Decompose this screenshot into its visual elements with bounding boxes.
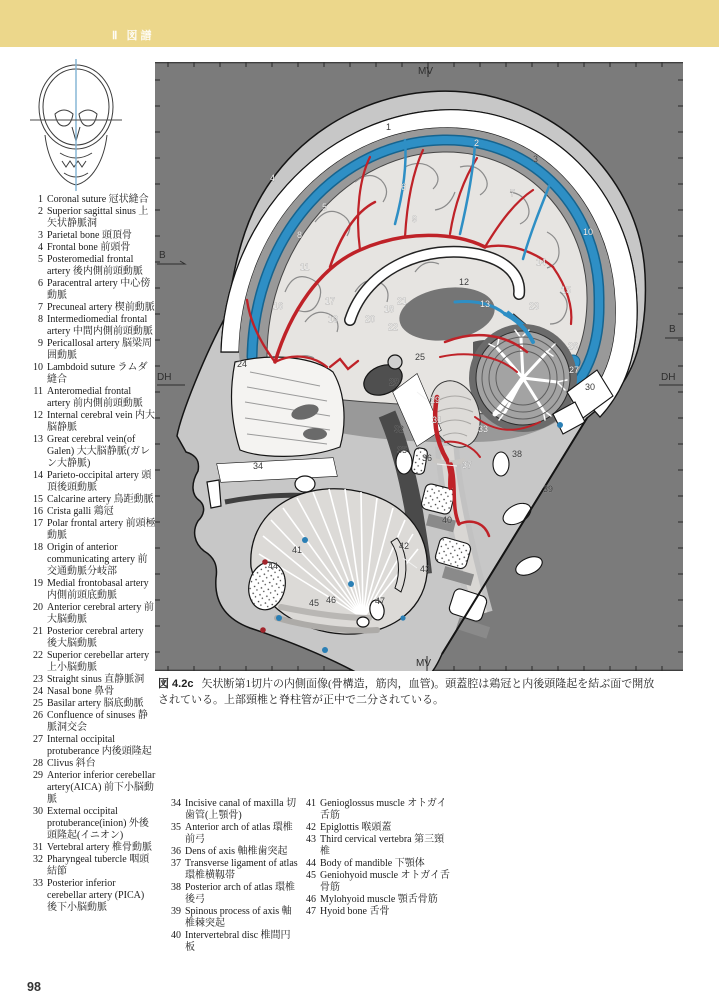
figure-marker-4: 4 [270, 173, 276, 183]
legend-item-text: Epiglottis 喉頭蓋 [320, 822, 392, 833]
legend-item-text: Lambdoid suture ラムダ縫合 [47, 362, 148, 385]
figure-marker-39: 39 [543, 484, 554, 494]
figure-marker-7: 7 [510, 188, 516, 198]
dh-left-label: DH [157, 372, 172, 383]
legend-item-number: 14 [33, 470, 43, 481]
legend-item-46 [299, 894, 454, 906]
legend-column-2 [164, 798, 300, 954]
legend-item-number: 13 [33, 434, 43, 445]
legend-item-15 [26, 494, 156, 506]
legend-item-number: 21 [33, 626, 43, 637]
figure-marker-16: 16 [273, 301, 284, 311]
legend-column-3 [299, 798, 454, 918]
legend-item-text: Medial frontobasal artery 内側前頭底動脈 [47, 578, 149, 601]
legend-item-text: Geniohyoid muscle オトガイ舌骨筋 [320, 870, 450, 893]
legend-item-1 [26, 194, 156, 206]
figure-marker-24: 24 [237, 359, 248, 369]
legend-item-32 [26, 854, 156, 878]
legend-item-41 [299, 798, 454, 822]
legend-item-text: Third cervical vertebra 第三頸椎 [320, 834, 445, 857]
figure-marker-29: 29 [430, 395, 441, 405]
legend-item-text: Dens of axis 軸椎歯突起 [185, 846, 288, 857]
legend-item-text: Polar frontal artery 前頭極動脈 [47, 518, 156, 541]
figure-marker-25: 25 [415, 352, 426, 362]
legend-item-number: 8 [38, 314, 43, 325]
figure-marker-34: 34 [253, 461, 264, 471]
figure-marker-26: 26 [568, 341, 579, 351]
legend-item-3 [26, 230, 156, 242]
figure-marker-40: 40 [442, 515, 453, 525]
legend-item-number: 7 [38, 302, 43, 313]
legend-item-text: Parietal bone 頭頂骨 [47, 230, 132, 241]
mv-bottom-label: MV [416, 658, 431, 669]
legend-item-number: 20 [33, 602, 43, 613]
legend-item-7 [26, 302, 156, 314]
legend-item-text: Anteromedial frontal artery 前内側前頭動脈 [47, 386, 143, 409]
legend-item-20 [26, 602, 156, 626]
legend-item-text: Crista galli 鶏冠 [47, 506, 114, 517]
legend-item-number: 3 [38, 230, 43, 241]
legend-item-8 [26, 314, 156, 338]
figure-marker-32: 32 [394, 424, 405, 434]
figure-marker-11: 11 [300, 262, 310, 272]
figure-marker-44: 44 [268, 561, 279, 571]
figure-marker-14: 14 [536, 257, 547, 267]
legend-item-text: Transverse ligament of atlas 環椎横靱帯 [185, 858, 298, 881]
legend-item-number: 18 [33, 542, 43, 553]
figure-marker-28: 28 [389, 377, 400, 387]
legend-item-text: Precuneal artery 楔前動脈 [47, 302, 155, 313]
legend-item-number: 47 [306, 906, 316, 917]
figure-marker-19: 19 [328, 314, 339, 324]
legend-item-17 [26, 518, 156, 542]
legend-item-number: 11 [33, 386, 43, 397]
legend-item-number: 9 [38, 338, 43, 349]
figure-marker-5: 5 [322, 202, 328, 212]
figure-marker-2: 2 [474, 138, 480, 148]
legend-item-text: Body of mandible 下顎体 [320, 858, 425, 869]
figure-marker-6: 6 [401, 182, 407, 192]
legend-item-number: 43 [306, 834, 316, 845]
figure-marker-13: 13 [480, 299, 491, 309]
figure-marker-43: 43 [420, 564, 431, 574]
legend-item-47 [299, 906, 454, 918]
legend-item-text: Mylohyoid muscle 顎舌骨筋 [320, 894, 438, 905]
legend-item-text: Coronal suture 冠状縫合 [47, 194, 149, 205]
legend-item-12 [26, 410, 156, 434]
b-right-label: B [669, 324, 676, 335]
chapter-header-bar [0, 0, 719, 47]
figure-caption [158, 676, 663, 708]
legend-item-24 [26, 686, 156, 698]
figure-marker-30: 30 [585, 382, 596, 392]
figure-caption-text: 矢状断第1切片の内側面像(骨構造，筋肉，血管)。頭蓋腔は鶏冠と内後頭隆起を結ぶ面で開放されている。上部頸椎と脊柱管が正中で二分されている。 [158, 678, 655, 706]
legend-item-text: Parieto-occipital artery 頭頂後頭動脈 [47, 470, 152, 493]
nasal-concha [303, 428, 327, 440]
legend-item-21 [26, 626, 156, 650]
legend-item-number: 31 [33, 842, 43, 853]
legend-item-34 [164, 798, 300, 822]
legend-item-9 [26, 338, 156, 362]
atlas-posterior-arch [493, 452, 509, 476]
legend-item-number: 2 [38, 206, 43, 217]
legend-item-text: Genioglossus muscle オトガイ舌筋 [320, 798, 447, 821]
legend-item-text: Posterior cerebral artery 後大脳動脈 [47, 626, 144, 649]
legend-item-number: 36 [171, 846, 181, 857]
legend-item-number: 44 [306, 858, 316, 869]
legend-item-40 [164, 930, 300, 954]
figure-marker-23: 23 [529, 301, 540, 311]
legend-item-text: Origin of anterior communicating artery 前交通動脈分岐部 [47, 542, 148, 577]
legend-item-36 [164, 846, 300, 858]
legend-item-text: Great cerebral vein(of Galen) 大大脳静脈(ガレン大静脈) [47, 434, 151, 469]
figure-marker-35: 35 [397, 445, 408, 455]
legend-item-number: 24 [33, 686, 43, 697]
legend-item-text: Posterior arch of atlas 環椎後弓 [185, 882, 295, 905]
dh-right-label: DH [661, 372, 676, 383]
legend-item-30 [26, 806, 156, 842]
legend-item-number: 17 [33, 518, 43, 529]
figure-marker-36: 36 [422, 453, 433, 463]
legend-item-text: Clivus 斜台 [47, 758, 96, 769]
legend-item-text: Intermediomedial frontal artery 中間内側前頭動脈 [47, 314, 153, 337]
legend-item-number: 39 [171, 906, 181, 917]
b-left-label: B [159, 250, 166, 261]
legend-item-number: 32 [33, 854, 43, 865]
sagittal-head-section-figure [155, 62, 683, 671]
legend-column-1 [26, 194, 156, 914]
legend-item-text: Anterior inferior cerebellar artery(AICA) 前下小脳動脈 [47, 770, 156, 805]
figure-marker-20: 20 [365, 314, 376, 324]
legend-item-number: 4 [38, 242, 43, 253]
legend-item-number: 23 [33, 674, 43, 685]
legend-item-text: Straight sinus 直静脈洞 [47, 674, 145, 685]
legend-item-27 [26, 734, 156, 758]
legend-item-text: External occipital protuberance(inion) 外後頭隆起(イニオン) [47, 806, 149, 841]
legend-item-text: Posteromedial frontal artery 後内側前頭動脈 [47, 254, 143, 277]
legend-item-number: 34 [171, 798, 181, 809]
legend-item-45 [299, 870, 454, 894]
legend-item-text: Vertebral artery 椎骨動脈 [47, 842, 152, 853]
legend-item-26 [26, 710, 156, 734]
legend-item-text: Posterior inferior cerebellar artery (PICA) 後下小脳動脈 [47, 878, 145, 913]
legend-item-text: Calcarine artery 鳥距動脈 [47, 494, 154, 505]
legend-item-text: Pharyngeal tubercle 咽頭結節 [47, 854, 150, 877]
legend-item-39 [164, 906, 300, 930]
molar-tooth [295, 476, 315, 492]
figure-marker-18: 18 [384, 304, 395, 314]
pituitary [388, 355, 402, 369]
legend-item-number: 45 [306, 870, 316, 881]
legend-item-35 [164, 822, 300, 846]
legend-item-16 [26, 506, 156, 518]
legend-item-18 [26, 542, 156, 578]
legend-item-43 [299, 834, 454, 858]
figure-marker-10: 10 [583, 227, 594, 237]
legend-item-text: Incisive canal of maxilla 切歯管(上顎骨) [185, 798, 297, 821]
legend-item-31 [26, 842, 156, 854]
legend-item-number: 27 [33, 734, 43, 745]
legend-item-number: 29 [33, 770, 43, 781]
figure-marker-47: 47 [375, 596, 386, 606]
legend-item-text: Pericallosal artery 脳梁周囲動脈 [47, 338, 152, 361]
legend-item-text: Anterior cerebral artery 前大脳動脈 [47, 602, 154, 625]
legend-item-33 [26, 878, 156, 914]
legend-item-text: Hyoid bone 舌骨 [320, 906, 390, 917]
legend-item-text: Superior sagittal sinus 上矢状静脈洞 [47, 206, 149, 229]
legend-item-19 [26, 578, 156, 602]
legend-item-6 [26, 278, 156, 302]
legend-item-number: 15 [33, 494, 43, 505]
legend-item-number: 25 [33, 698, 43, 709]
figure-marker-21: 21 [397, 296, 408, 306]
legend-item-number: 22 [33, 650, 43, 661]
legend-item-2 [26, 206, 156, 230]
legend-item-number: 30 [33, 806, 43, 817]
legend-item-29 [26, 770, 156, 806]
page-number: 98 [27, 980, 41, 994]
ethmoid-mass [232, 357, 344, 456]
legend-item-text: Basilar artery 脳底動脈 [47, 698, 144, 709]
legend-item-text: Spinous process of axis 軸椎棘突起 [185, 906, 292, 929]
legend-item-number: 19 [33, 578, 43, 589]
legend-item-11 [26, 386, 156, 410]
legend-item-13 [26, 434, 156, 470]
legend-item-23 [26, 674, 156, 686]
legend-item-38 [164, 882, 300, 906]
hyoid-bone [357, 617, 369, 627]
legend-item-number: 38 [171, 882, 181, 893]
legend-item-text: Paracentral artery 中心傍動脈 [47, 278, 151, 301]
figure-marker-12: 12 [459, 277, 470, 287]
legend-item-4 [26, 242, 156, 254]
legend-item-44 [299, 858, 454, 870]
legend-item-22 [26, 650, 156, 674]
legend-item-text: Nasal bone 鼻骨 [47, 686, 115, 697]
figure-marker-33: 33 [478, 424, 489, 434]
legend-item-text: Internal cerebral vein 内大脳静脈 [47, 410, 156, 433]
legend-item-number: 42 [306, 822, 316, 833]
legend-item-10 [26, 362, 156, 386]
figure-marker-9: 9 [412, 214, 418, 224]
chapter-header-label: Ⅱ 図譜 [112, 30, 155, 42]
figure-marker-45: 45 [309, 598, 320, 608]
legend-item-number: 41 [306, 798, 316, 809]
figure-marker-37: 37 [462, 460, 473, 470]
legend-item-text: Superior cerebellar artery 上小脳動脈 [47, 650, 150, 673]
legend-item-number: 6 [38, 278, 43, 289]
figure-marker-27: 27 [569, 365, 580, 375]
figure-marker-1: 1 [386, 122, 392, 132]
figure-marker-3: 3 [533, 154, 539, 164]
figure-marker-42: 42 [399, 541, 410, 551]
legend-item-number: 40 [171, 930, 181, 941]
figure-marker-8: 8 [297, 230, 303, 240]
legend-item-number: 12 [33, 410, 43, 421]
legend-item-number: 1 [38, 194, 43, 205]
legend-item-number: 37 [171, 858, 181, 869]
figure-marker-38: 38 [512, 449, 523, 459]
figure-marker-31: 31 [432, 415, 443, 425]
figure-marker-41: 41 [292, 545, 303, 555]
mv-top-label: MV [418, 66, 433, 77]
legend-item-number: 5 [38, 254, 43, 265]
section-plane-locator [24, 57, 126, 193]
legend-item-text: Frontal bone 前頭骨 [47, 242, 131, 253]
legend-item-25 [26, 698, 156, 710]
legend-item-5 [26, 254, 156, 278]
legend-item-number: 35 [171, 822, 181, 833]
legend-item-number: 10 [33, 362, 43, 373]
figure-marker-17: 17 [325, 296, 336, 306]
figure-marker-15: 15 [561, 285, 572, 295]
legend-item-text: Anterior arch of atlas 環椎前弓 [185, 822, 293, 845]
legend-item-42 [299, 822, 454, 834]
legend-item-28 [26, 758, 156, 770]
legend-item-number: 46 [306, 894, 316, 905]
legend-item-text: Confluence of sinuses 静脈洞交会 [47, 710, 148, 733]
figure-caption-label: 図 4.2c [158, 678, 194, 690]
legend-item-number: 26 [33, 710, 43, 721]
legend-item-number: 33 [33, 878, 43, 889]
figure-marker-46: 46 [326, 595, 337, 605]
legend-item-14 [26, 470, 156, 494]
legend-item-text: Internal occipital protuberance 内後頭隆起 [47, 734, 152, 757]
figure-marker-22: 22 [388, 322, 399, 332]
legend-item-37 [164, 858, 300, 882]
legend-item-number: 16 [33, 506, 43, 517]
legend-item-number: 28 [33, 758, 43, 769]
legend-item-text: Intervertebral disc 椎間円板 [185, 930, 291, 953]
